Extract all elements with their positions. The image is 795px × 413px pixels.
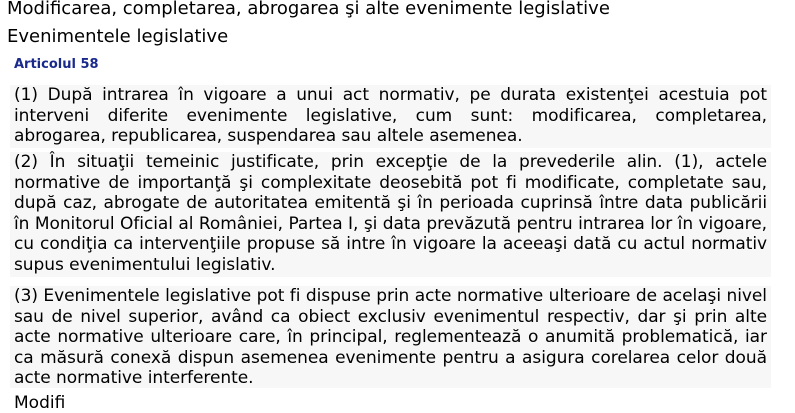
paragraph-2 — [10, 152, 771, 277]
next-heading-cut: Modifi — [14, 393, 66, 413]
paragraph-3 — [10, 286, 771, 388]
paragraph-1-text: (1) După intrarea în vigoare a unui act normativ, pe durata existenţei acestuia pot interveni diferite evenimente legislative, cum sunt: modificarea, completarea, abrogarea, republicarea, suspendarea sau altele asemenea. — [14, 85, 767, 146]
section-title: Modificarea, completarea, abrogarea şi alte evenimente legislative — [7, 0, 610, 19]
paragraph-2-text: (2) În situaţii temeinic justificate, prin excepţie de la prevederile alin. (1), actele normative de importanţă şi complexitate deosebită pot fi modificate, completate sau, după caz, abrogate de autoritatea emitentă şi în perioada cuprinsă între data publicării în Monitorul Oficial al României, Partea I, şi data prevăzută pentru intrarea lor în vigoare, cu condiţia ca intervenţiile propuse să intre în vigoare la aceeaşi dată cu actul normativ supus evenimentului legislativ. — [14, 152, 767, 275]
article-title: Articolul 58 — [14, 57, 99, 72]
paragraph-3-text: (3) Evenimentele legislative pot fi dispuse prin acte normative ulterioare de acelaşi nivel sau de nivel superior, având ca obiect exclusiv evenimentul respectiv, dar şi prin alte acte normative ulterioare care, în principal, reglementează o anumită problematică, iar ca măsură conexă dispun asemenea evenimente pentru a asigura corelarea celor două acte normative interferente. — [14, 286, 767, 388]
paragraph-1 — [10, 85, 771, 148]
subsection-title: Evenimentele legislative — [7, 26, 229, 47]
